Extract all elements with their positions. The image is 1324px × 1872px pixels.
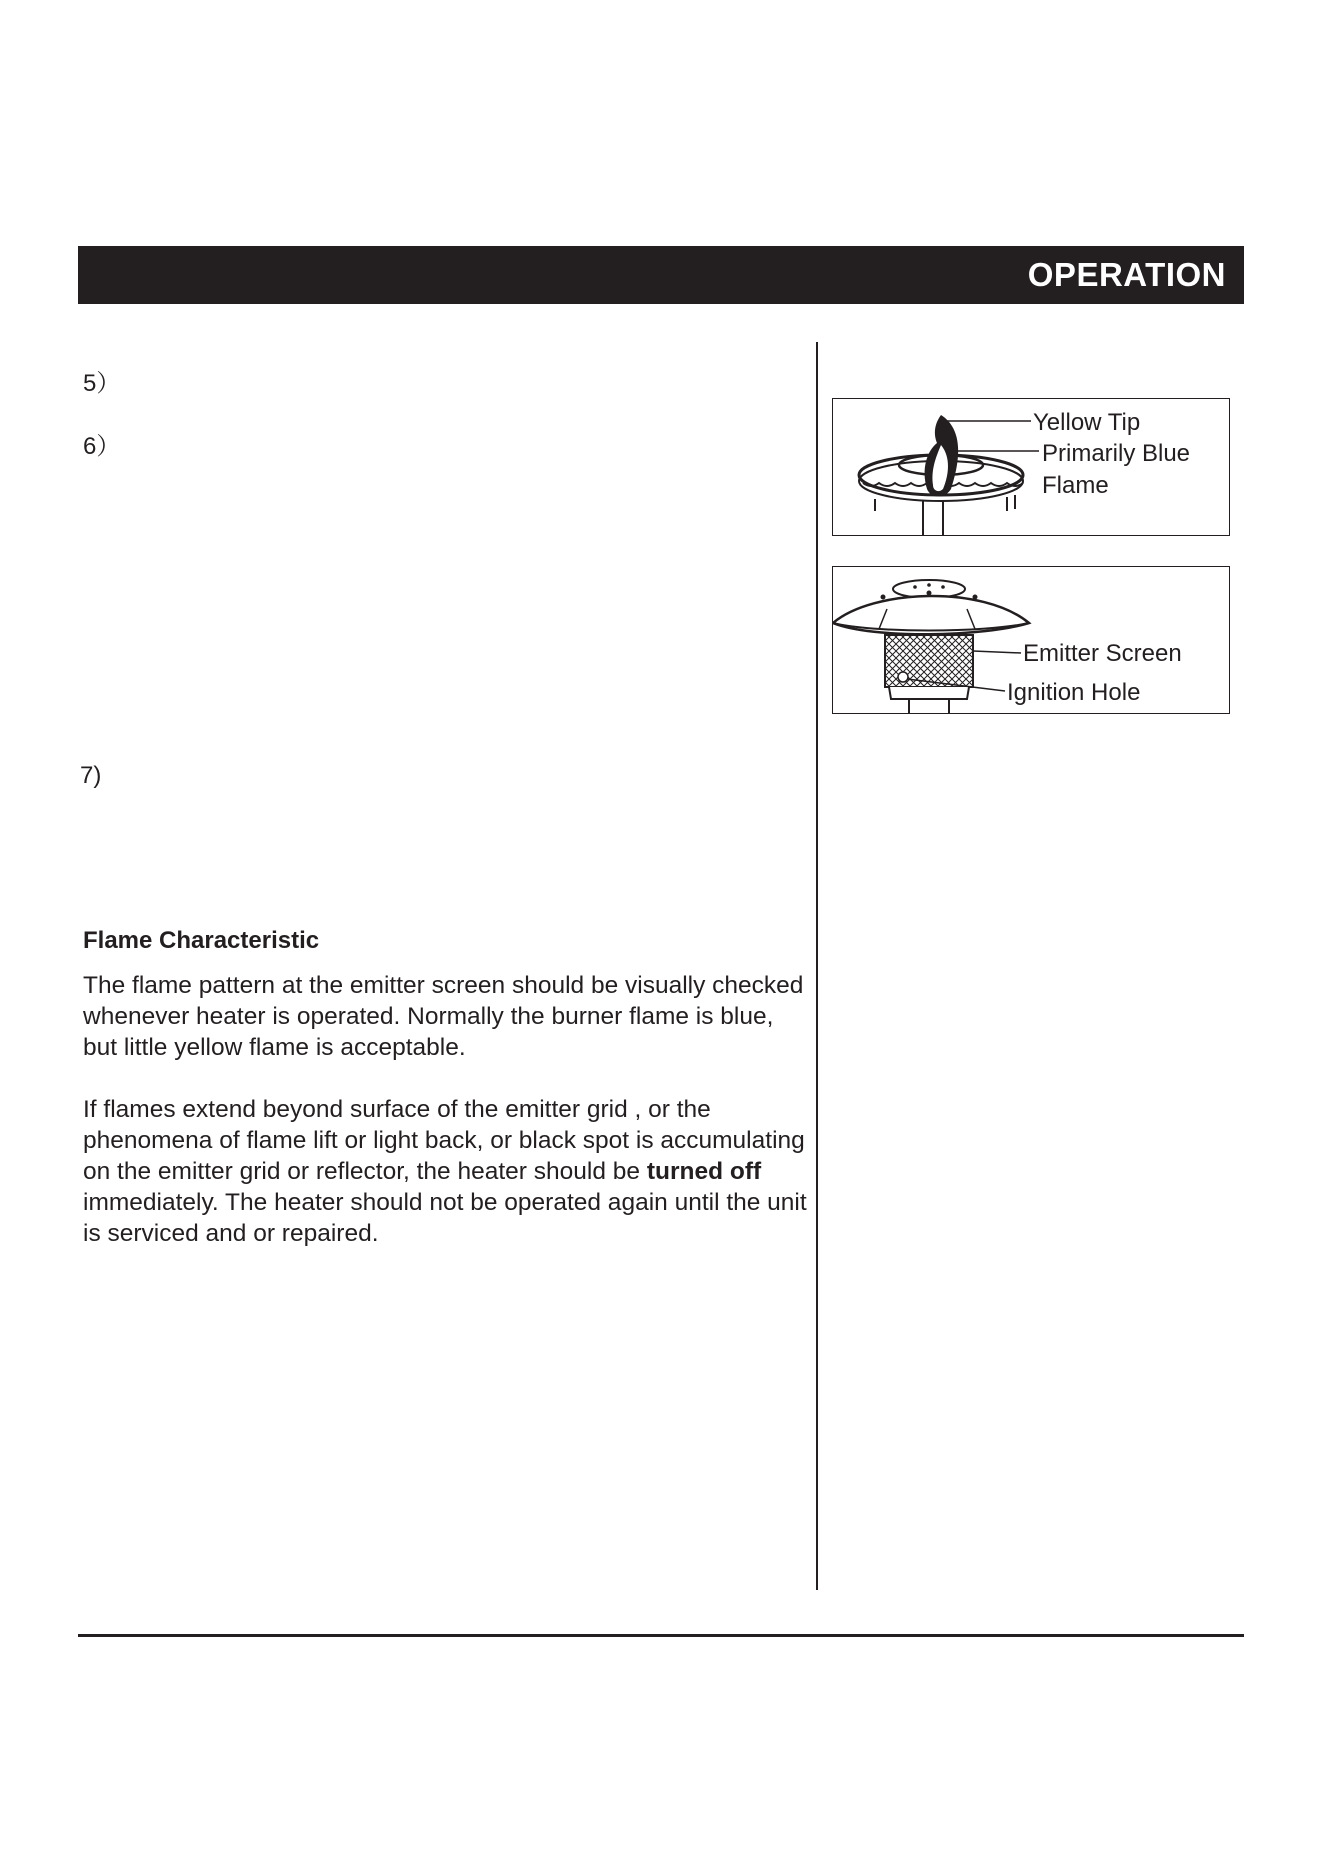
yellow-tip-label: Yellow Tip <box>1033 409 1141 436</box>
flame-characteristic-heading: Flame Characteristic <box>83 927 320 954</box>
bottom-rule <box>78 1634 1244 1637</box>
flame-paragraph-1: The flame pattern at the emitter screen should be visually checked whenever heater is operated. Normally the burner flame is blue, but little yellow flame is acceptable. <box>83 972 804 1061</box>
flame-figure <box>832 398 1230 536</box>
column-divider <box>816 342 818 1590</box>
section-title: OPERATION <box>1027 256 1226 293</box>
step-number-7: 7) <box>80 762 102 789</box>
flame-paragraph-2-text-b: immediately. The heater should not be operated again until the unit is serviced and or repaired. <box>83 1189 807 1247</box>
emitter-screen-label: Emitter Screen <box>1023 640 1182 667</box>
emitter-figure <box>832 566 1230 714</box>
step-number-6: 6） <box>83 433 121 460</box>
flame-paragraph-2-text-a: If flames extend beyond surface of the emitter grid , or the phenomena of flame lift or light back, or black spot is accumulating on the emitter grid or reflector, the heater should be <box>83 1096 805 1185</box>
step-number-5: 5） <box>83 370 121 397</box>
section-header-bar <box>78 246 1244 304</box>
flame-label: Flame <box>1042 472 1109 499</box>
flame-paragraph-2 <box>83 1094 813 1249</box>
primarily-blue-label: Primarily Blue <box>1042 440 1191 467</box>
turned-off-emphasis: turned off <box>646 1158 762 1185</box>
ignition-hole-label: Ignition Hole <box>1007 679 1141 706</box>
